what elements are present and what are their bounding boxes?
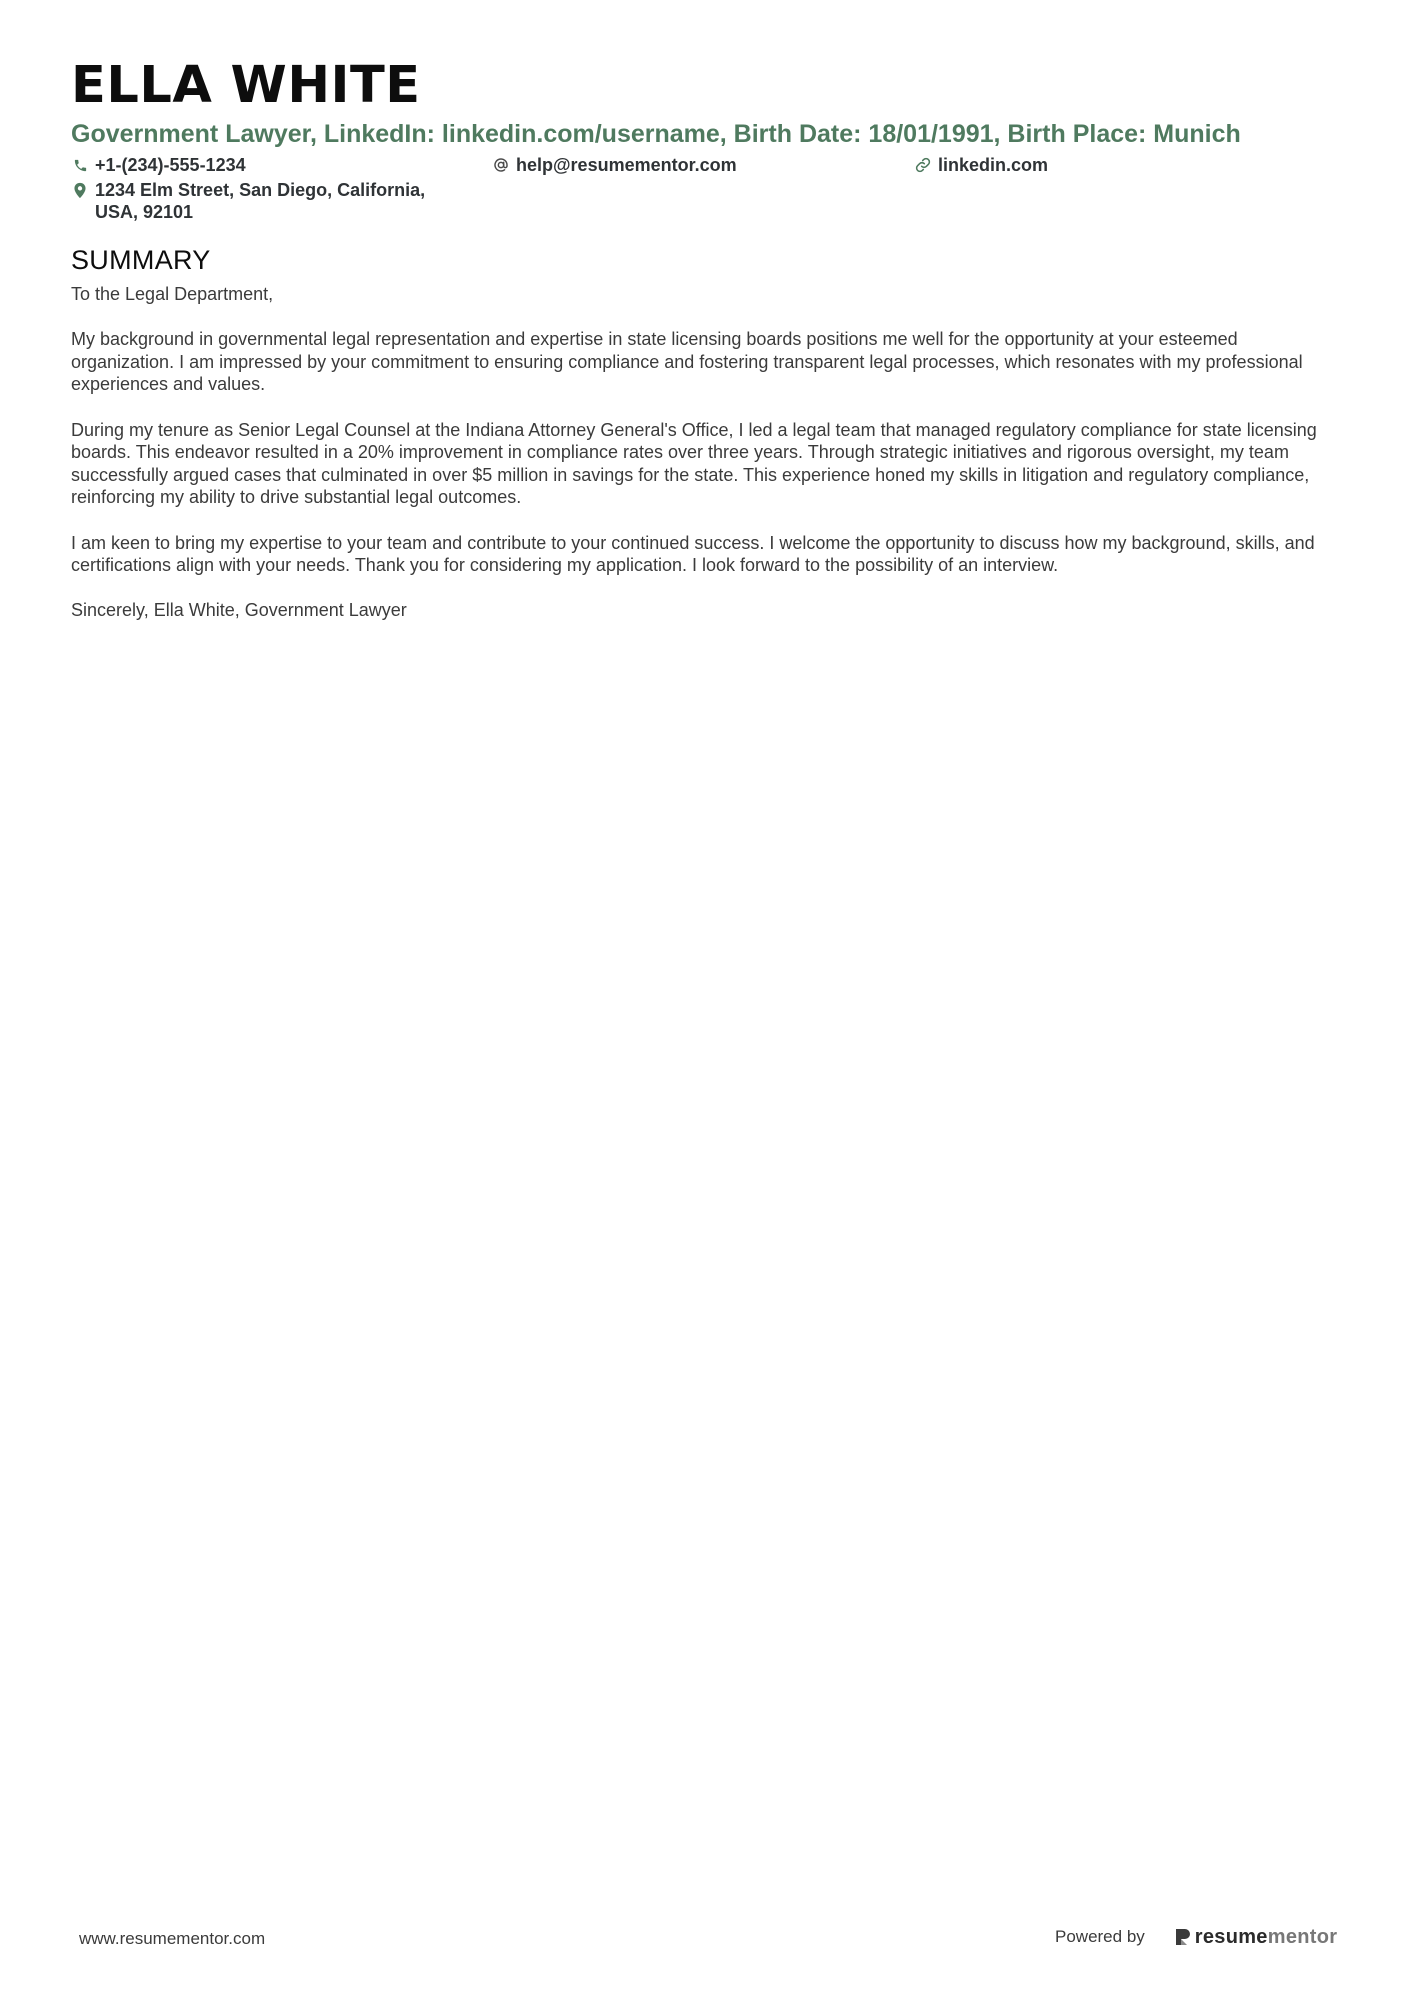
link-icon [914, 154, 932, 176]
contact-phone[interactable] [71, 154, 246, 176]
contact-list [71, 154, 1351, 234]
letter-paragraph: I am keen to bring my expertise to your team and contribute to your continued success. I welcome the opportunity to discuss how my background, skills, and certifications align with your needs. Thank you for considering my application. I look forward to the possibility of an interview. [71, 532, 1315, 576]
letter-greeting: To the Legal Department, [71, 284, 274, 304]
contact-email-text: help@resumementor.com [516, 155, 737, 175]
contact-link[interactable] [914, 154, 1048, 176]
at-sign-icon [492, 154, 510, 176]
contact-phone-text: +1-(234)-555-1234 [95, 155, 246, 175]
contact-link-text: linkedin.com [938, 155, 1049, 175]
resumementor-brand-link[interactable] [1175, 1926, 1338, 1949]
brand-text-mentor: mentor [1267, 1925, 1338, 1948]
powered-by-label: Powered by [1055, 1927, 1145, 1946]
map-pin-icon [71, 179, 89, 201]
brand-text-resume: resume [1194, 1925, 1268, 1948]
contact-address [71, 179, 451, 223]
letter-paragraph: My background in governmental legal representation and expertise in state licensing boards positions me well for the opportunity at your esteemed organization. I am impressed by your commitment to ensuring compliance and fostering transparent legal processes, which resonates with my professional experiences and values. [71, 329, 1303, 395]
footer-website-link[interactable]: www.resumementor.com [79, 1929, 266, 1948]
contact-email[interactable] [492, 154, 737, 176]
footer-branding [1055, 1922, 1337, 1952]
phone-icon [71, 154, 89, 176]
candidate-name: ELLA WHITE [71, 56, 421, 115]
contact-address-text: 1234 Elm Street, San Diego, California, USA, 92101 [95, 180, 426, 222]
letter-paragraph: During my tenure as Senior Legal Counsel at the Indiana Attorney General's Office, I led a legal team that managed regulatory compliance for state licensing boards. This endeavor resulted in a 20% improvement in compliance rates over three years. Through strategic initiatives and rigorous oversight, my team successfully argued cases that culminated in over $5 million in savings for the state. This experience honed my skills in litigation and regulatory compliance, reinforcing my ability to drive substantial legal outcomes. [71, 419, 1317, 508]
section-title-summary: SUMMARY [71, 245, 211, 275]
letter-closing: Sincerely, Ella White, Government Lawyer [71, 600, 407, 621]
cover-letter-body [71, 283, 1341, 645]
resumementor-logo-icon [1175, 1927, 1191, 1947]
candidate-subtitle: Government Lawyer, LinkedIn: linkedin.com/username, Birth Date: 18/01/1991, Birth Place: Munich [71, 120, 1241, 148]
resume-header [71, 56, 1351, 234]
